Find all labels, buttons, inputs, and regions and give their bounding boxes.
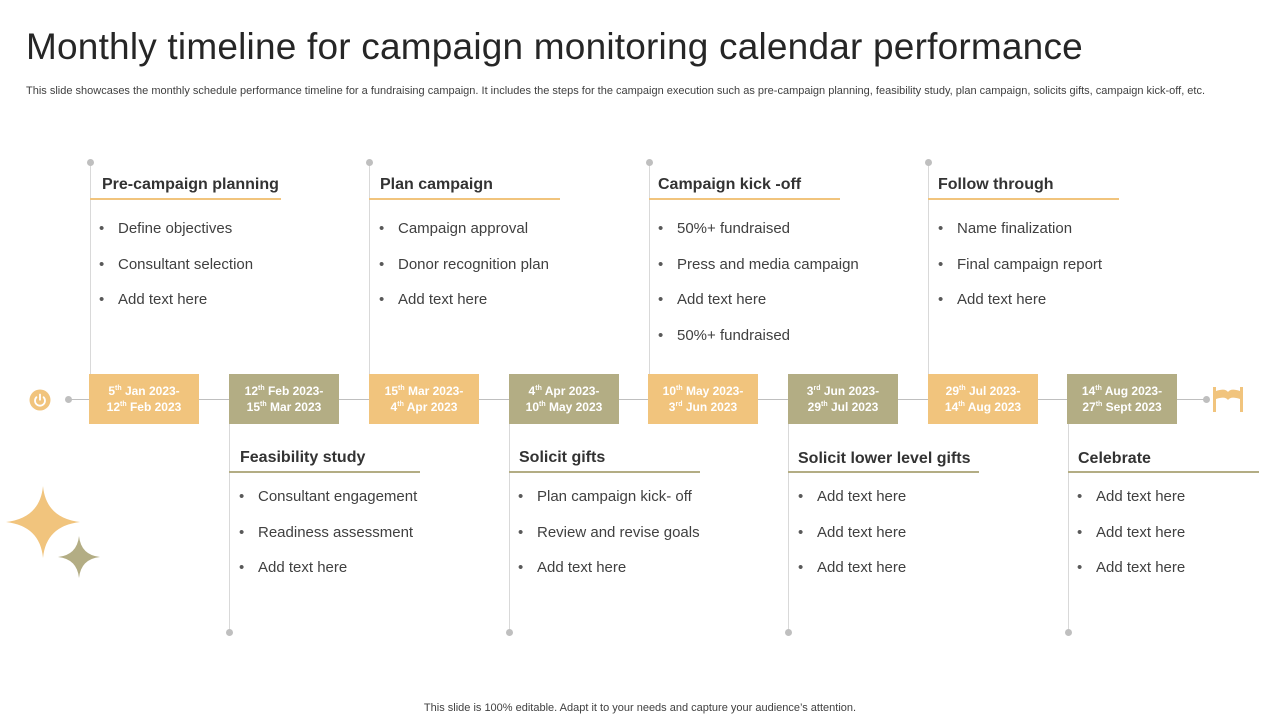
stage-item-list bbox=[1077, 487, 1185, 594]
list-item: • Name finalization bbox=[938, 219, 1102, 255]
list-item: • Press and media campaign bbox=[658, 255, 859, 291]
date-range-box: 10th May 2023- 3rd Jun 2023 bbox=[648, 374, 758, 424]
power-icon bbox=[29, 389, 51, 411]
list-item: • Add text here bbox=[798, 558, 906, 594]
connector-dot bbox=[646, 159, 653, 166]
stage-item-list bbox=[518, 487, 700, 594]
list-item: • Add text here bbox=[798, 523, 906, 559]
stage-underline bbox=[788, 471, 979, 473]
date-range-box: 12th Feb 2023- 15th Mar 2023 bbox=[229, 374, 339, 424]
stage-title: Celebrate bbox=[1078, 450, 1151, 467]
connector-dot bbox=[785, 629, 792, 636]
stage-title: Feasibility study bbox=[240, 449, 366, 466]
list-item: • Final campaign report bbox=[938, 255, 1102, 291]
connector-line bbox=[788, 424, 789, 633]
stage-item-list bbox=[938, 219, 1102, 326]
list-item: • Add text here bbox=[99, 290, 253, 326]
date-range-box: 29th Jul 2023- 14th Aug 2023 bbox=[928, 374, 1038, 424]
list-item: • Readiness assessment bbox=[239, 523, 417, 559]
connector-line bbox=[509, 424, 510, 633]
list-item: • Add text here bbox=[798, 487, 906, 523]
connector-dot bbox=[226, 629, 233, 636]
slide-subtitle: This slide showcases the monthly schedule performance timeline for a fundraising campaign. It includes the steps for the campaign execution such as pre-campaign planning, feasibility study, plan campaign, solicits gifts, campaign kick-off, etc. bbox=[26, 85, 1206, 97]
connector-line bbox=[369, 163, 370, 374]
connector-line bbox=[229, 424, 230, 633]
stage-title: Solicit lower level gifts bbox=[798, 450, 971, 467]
axis-end-dot bbox=[1203, 396, 1210, 403]
list-item: • Add text here bbox=[518, 558, 700, 594]
connector-line bbox=[928, 163, 929, 374]
list-item: • Consultant engagement bbox=[239, 487, 417, 523]
stage-underline bbox=[90, 198, 281, 200]
date-range-box: 5th Jan 2023- 12th Feb 2023 bbox=[89, 374, 199, 424]
list-item: • Add text here bbox=[1077, 558, 1185, 594]
connector-dot bbox=[87, 159, 94, 166]
list-item: • 50%+ fundraised bbox=[658, 326, 859, 362]
list-item: • Add text here bbox=[1077, 487, 1185, 523]
sparkle-star-icon bbox=[58, 536, 100, 578]
stage-item-list bbox=[798, 487, 906, 594]
stage-title: Solicit gifts bbox=[519, 449, 606, 466]
stage-underline bbox=[369, 198, 560, 200]
axis-start-dot bbox=[65, 396, 72, 403]
stage-underline bbox=[509, 471, 700, 473]
list-item: • Donor recognition plan bbox=[379, 255, 549, 291]
stage-underline bbox=[1068, 471, 1259, 473]
connector-line bbox=[1068, 424, 1069, 633]
list-item: • Consultant selection bbox=[99, 255, 253, 291]
flag-icon bbox=[1212, 386, 1244, 412]
list-item: • Define objectives bbox=[99, 219, 253, 255]
slide-footer: This slide is 100% editable. Adapt it to your needs and capture your audience’s attention. bbox=[423, 702, 857, 714]
connector-dot bbox=[1065, 629, 1072, 636]
date-range-box: 15th Mar 2023- 4th Apr 2023 bbox=[369, 374, 479, 424]
stage-underline bbox=[649, 198, 840, 200]
stage-item-list bbox=[239, 487, 417, 594]
stage-item-list bbox=[99, 219, 253, 326]
stage-title: Plan campaign bbox=[380, 176, 493, 193]
list-item: • 50%+ fundraised bbox=[658, 219, 859, 255]
list-item: • Add text here bbox=[1077, 523, 1185, 559]
list-item: • Plan campaign kick- off bbox=[518, 487, 700, 523]
date-range-box: 4th Apr 2023- 10th May 2023 bbox=[509, 374, 619, 424]
slide-title: Monthly timeline for campaign monitoring calendar performance bbox=[26, 26, 1083, 67]
stage-title: Follow through bbox=[938, 176, 1054, 193]
stage-underline bbox=[229, 471, 420, 473]
date-range-box: 14th Aug 2023- 27th Sept 2023 bbox=[1067, 374, 1177, 424]
connector-dot bbox=[925, 159, 932, 166]
list-item: • Add text here bbox=[658, 290, 859, 326]
list-item: • Add text here bbox=[379, 290, 549, 326]
stage-item-list bbox=[379, 219, 549, 326]
connector-line bbox=[90, 163, 91, 374]
list-item: • Review and revise goals bbox=[518, 523, 700, 559]
stage-title: Pre-campaign planning bbox=[102, 176, 279, 193]
connector-dot bbox=[506, 629, 513, 636]
date-range-box: 3rd Jun 2023- 29th Jul 2023 bbox=[788, 374, 898, 424]
list-item: • Add text here bbox=[239, 558, 417, 594]
list-item: • Add text here bbox=[938, 290, 1102, 326]
connector-line bbox=[649, 163, 650, 374]
list-item: • Campaign approval bbox=[379, 219, 549, 255]
stage-underline bbox=[928, 198, 1119, 200]
connector-dot bbox=[366, 159, 373, 166]
stage-title: Campaign kick -off bbox=[658, 176, 802, 193]
stage-item-list bbox=[658, 219, 859, 361]
